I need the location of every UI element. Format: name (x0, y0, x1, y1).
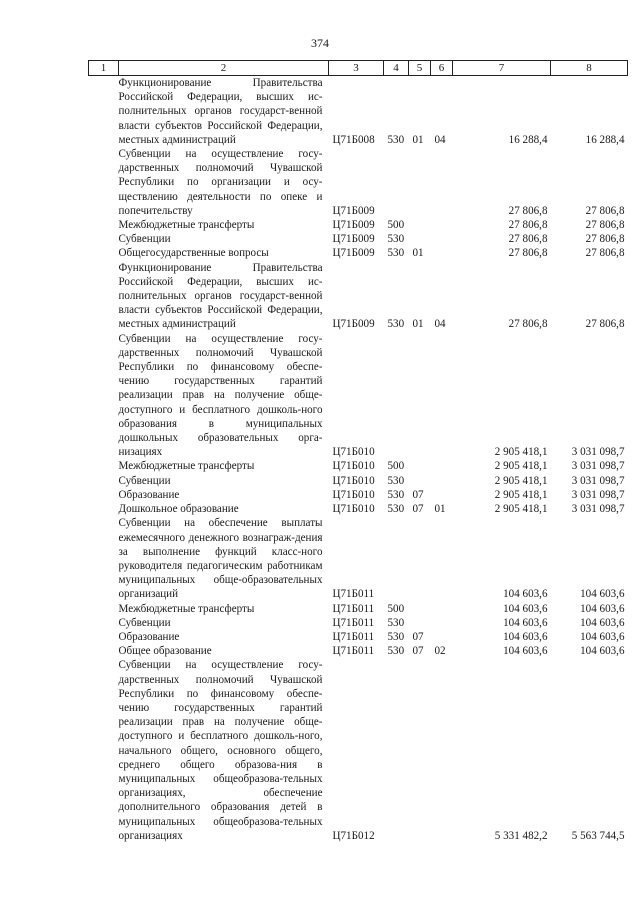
row-name-cell: Функционирование Правительства Российской Федерации, высших ис-полнительных органов государст-венной власти субъектов Российской Федерации, местных администраций (118, 77, 323, 146)
row-subsection-cell (431, 332, 453, 460)
row-number-cell (89, 246, 119, 260)
row-amount-year1-cell: 2 905 418,1 (494, 460, 548, 473)
row-section-cell (409, 516, 431, 601)
row-subsection-cell (431, 616, 453, 630)
row-number-cell (89, 474, 119, 488)
row-amount-year2-cell: 3 031 098,7 (571, 503, 625, 516)
row-number-cell (89, 488, 119, 502)
table-row (89, 218, 628, 232)
row-amount-year1-cell: 104 603,6 (503, 588, 548, 601)
row-code-cell: Ц71Б008 (332, 133, 375, 146)
row-number-cell (89, 76, 119, 148)
table-row (89, 630, 628, 644)
row-amount-year1-cell: 104 603,6 (503, 630, 548, 643)
row-expense-type-cell: 530 (387, 133, 405, 146)
row-subsection-cell (431, 246, 453, 260)
row-amount-year2-cell: 27 806,8 (585, 204, 625, 217)
row-expense-type-cell (384, 516, 409, 601)
table-row (89, 644, 628, 658)
row-number-cell (89, 218, 119, 232)
row-section-cell: 07 (412, 488, 424, 501)
row-amount-year1-cell: 27 806,8 (508, 219, 548, 232)
row-expense-type-cell (384, 332, 409, 460)
column-header-4: 4 (384, 61, 409, 76)
row-section-cell (409, 459, 431, 473)
row-amount-year1-cell: 27 806,8 (508, 233, 548, 246)
row-number-cell (89, 602, 119, 616)
row-section-cell (409, 616, 431, 630)
row-number-cell (89, 502, 119, 516)
row-amount-year2-cell: 104 603,6 (580, 630, 625, 643)
row-expense-type-cell: 530 (387, 233, 405, 246)
row-amount-year2-cell: 3 031 098,7 (571, 460, 625, 473)
row-amount-year1-cell: 104 603,6 (503, 645, 548, 658)
row-subsection-cell: 04 (434, 133, 446, 146)
row-code-cell: Ц71Б010 (332, 503, 375, 516)
row-number-cell (89, 616, 119, 630)
table-row (89, 602, 628, 616)
table-row (89, 502, 628, 516)
row-name-cell: Субвенции на обеспечение выплаты ежемесячного денежного вознаграж-дения за выполнение функций класс-ного руководителя педагогическим работникам муниципальных обще-образовательных организаций (118, 517, 323, 601)
row-name-cell: Межбюджетные трансферты (118, 219, 255, 232)
row-expense-type-cell: 500 (387, 602, 405, 615)
row-code-cell: Ц71Б009 (332, 204, 375, 217)
page-number: 374 (311, 36, 329, 50)
row-number-cell (89, 516, 119, 601)
row-amount-year2-cell: 104 603,6 (580, 645, 625, 658)
row-expense-type-cell (384, 147, 409, 218)
row-amount-year1-cell: 16 288,4 (508, 133, 548, 146)
row-section-cell (409, 232, 431, 246)
row-amount-year2-cell: 27 806,8 (585, 219, 625, 232)
row-name-cell: Субвенции (118, 474, 171, 487)
table-row (89, 474, 628, 488)
row-code-cell: Ц71Б011 (332, 630, 375, 643)
row-amount-year2-cell: 104 603,6 (580, 616, 625, 629)
row-subsection-cell (431, 218, 453, 232)
row-amount-year2-cell: 5 563 744,5 (571, 829, 625, 842)
row-expense-type-cell: 500 (387, 460, 405, 473)
row-amount-year1-cell: 2 905 418,1 (494, 503, 548, 516)
row-name-cell: Дошкольное образование (118, 503, 239, 516)
row-section-cell: 01 (412, 247, 424, 260)
table-row (89, 147, 628, 218)
row-code-cell: Ц71Б011 (332, 645, 375, 658)
row-amount-year1-cell: 2 905 418,1 (494, 446, 548, 459)
row-subsection-cell (431, 516, 453, 601)
row-expense-type-cell: 530 (387, 474, 405, 487)
row-name-cell: Общее образование (118, 645, 212, 658)
row-amount-year2-cell: 16 288,4 (585, 133, 625, 146)
row-code-cell: Ц71Б011 (332, 588, 375, 601)
column-header-3: 3 (329, 61, 384, 76)
row-code-cell: Ц71Б010 (332, 460, 375, 473)
row-amount-year1-cell: 27 806,8 (508, 247, 548, 260)
row-code-cell: Ц71Б009 (332, 233, 375, 246)
row-code-cell: Ц71Б010 (332, 446, 375, 459)
row-name-cell: Образование (118, 630, 180, 643)
row-amount-year1-cell: 27 806,8 (508, 204, 548, 217)
column-header-6: 6 (431, 61, 453, 76)
row-subsection-cell (431, 474, 453, 488)
table-row (89, 76, 628, 148)
row-name-cell: Субвенции на осуществление госу-дарственных полномочий Чувашской Республики по организации и осу-ществлению деятельности по опеке и попечительству (118, 148, 323, 217)
column-header-5: 5 (409, 61, 431, 76)
row-section-cell: 07 (412, 503, 424, 516)
row-name-cell: Субвенции на осуществление госу-дарственных полномочий Чувашской Республики по финансовому обеспе-чению государственных гарантий реализации прав на получение обще-доступного и бесплатного дошколь-ного образования в муниципальных дошкольных образовательных орга-низациях (118, 332, 323, 459)
row-subsection-cell: 02 (434, 645, 446, 658)
row-code-cell: Ц71Б011 (332, 616, 375, 629)
row-amount-year1-cell: 5 331 482,2 (494, 829, 548, 842)
row-expense-type-cell: 530 (387, 247, 405, 260)
row-number-cell (89, 644, 119, 658)
row-amount-year1-cell: 2 905 418,1 (494, 488, 548, 501)
row-number-cell (89, 459, 119, 473)
row-section-cell: 07 (412, 645, 424, 658)
column-header-1: 1 (89, 61, 119, 76)
row-subsection-cell (431, 459, 453, 473)
budget-table (88, 60, 628, 843)
row-amount-year2-cell: 104 603,6 (580, 588, 625, 601)
row-amount-year2-cell: 104 603,6 (580, 602, 625, 615)
row-code-cell: Ц71Б009 (332, 318, 375, 331)
table-row (89, 616, 628, 630)
row-subsection-cell (431, 232, 453, 246)
row-section-cell (409, 602, 431, 616)
row-number-cell (89, 332, 119, 460)
row-section-cell: 07 (412, 630, 424, 643)
table-row (89, 261, 628, 332)
row-subsection-cell (431, 630, 453, 644)
row-code-cell: Ц71Б010 (332, 474, 375, 487)
row-name-cell: Общегосударственные вопросы (118, 247, 269, 260)
row-section-cell (409, 218, 431, 232)
row-subsection-cell (431, 658, 453, 843)
row-name-cell: Субвенции (118, 233, 171, 246)
table-header-row (89, 61, 628, 76)
row-amount-year2-cell: 3 031 098,7 (571, 446, 625, 459)
row-number-cell (89, 630, 119, 644)
row-name-cell: Функционирование Правительства Российской Федерации, высших ис-полнительных органов государст-венной власти субъектов Российской Федерации, местных администраций (118, 261, 323, 331)
row-amount-year1-cell: 104 603,6 (503, 616, 548, 629)
row-code-cell: Ц71Б009 (332, 219, 375, 232)
row-section-cell (409, 147, 431, 218)
table-row (89, 658, 628, 843)
row-name-cell: Субвенции (118, 616, 171, 629)
row-amount-year1-cell: 27 806,8 (508, 318, 548, 331)
row-amount-year2-cell: 27 806,8 (585, 233, 625, 246)
column-header-7: 7 (453, 61, 551, 76)
row-number-cell (89, 261, 119, 332)
table-row (89, 246, 628, 260)
row-subsection-cell (431, 147, 453, 218)
row-code-cell: Ц71Б011 (332, 602, 375, 615)
row-amount-year1-cell: 104 603,6 (503, 602, 548, 615)
table-row (89, 488, 628, 502)
row-code-cell: Ц71Б010 (332, 488, 375, 501)
row-section-cell: 01 (412, 318, 424, 331)
row-expense-type-cell (384, 658, 409, 843)
row-number-cell (89, 147, 119, 218)
table-body (89, 76, 628, 843)
row-subsection-cell (431, 488, 453, 502)
row-subsection-cell: 04 (434, 318, 446, 331)
row-name-cell: Межбюджетные трансферты (118, 602, 255, 615)
row-expense-type-cell: 530 (387, 488, 405, 501)
row-number-cell (89, 658, 119, 843)
row-expense-type-cell: 530 (387, 318, 405, 331)
column-header-8: 8 (551, 61, 628, 76)
row-name-cell: Межбюджетные трансферты (118, 460, 255, 473)
row-number-cell (89, 232, 119, 246)
table-row (89, 332, 628, 460)
row-expense-type-cell: 530 (387, 645, 405, 658)
row-section-cell (409, 658, 431, 843)
row-subsection-cell: 01 (434, 503, 446, 516)
row-name-cell: Образование (118, 488, 180, 501)
row-code-cell: Ц71Б009 (332, 247, 375, 260)
row-amount-year2-cell: 27 806,8 (585, 318, 625, 331)
row-subsection-cell (431, 602, 453, 616)
table-row (89, 516, 628, 601)
row-section-cell: 01 (412, 133, 424, 146)
row-amount-year1-cell: 2 905 418,1 (494, 474, 548, 487)
table-row (89, 232, 628, 246)
row-section-cell (409, 332, 431, 460)
row-expense-type-cell: 530 (387, 616, 405, 629)
row-amount-year2-cell: 27 806,8 (585, 247, 625, 260)
row-amount-year2-cell: 3 031 098,7 (571, 474, 625, 487)
column-header-2: 2 (119, 61, 329, 76)
row-expense-type-cell: 530 (387, 503, 405, 516)
row-expense-type-cell: 500 (387, 219, 405, 232)
row-name-cell: Субвенции на осуществление госу-дарственных полномочий Чувашской Республики по финансовому обеспе-чению государственных гарантий реализации прав на получение обще-доступного и бесплатного дошколь-ного, начального общего, основного общего, среднего общего образова-ния в муниципальных общеобразова-тельных организациях, обеспечение дополнительного образования детей в муниципальных общеобразова-тельных организациях (118, 659, 323, 842)
row-code-cell: Ц71Б012 (332, 829, 375, 842)
row-expense-type-cell: 530 (387, 630, 405, 643)
row-amount-year2-cell: 3 031 098,7 (571, 488, 625, 501)
table-row (89, 459, 628, 473)
row-section-cell (409, 474, 431, 488)
